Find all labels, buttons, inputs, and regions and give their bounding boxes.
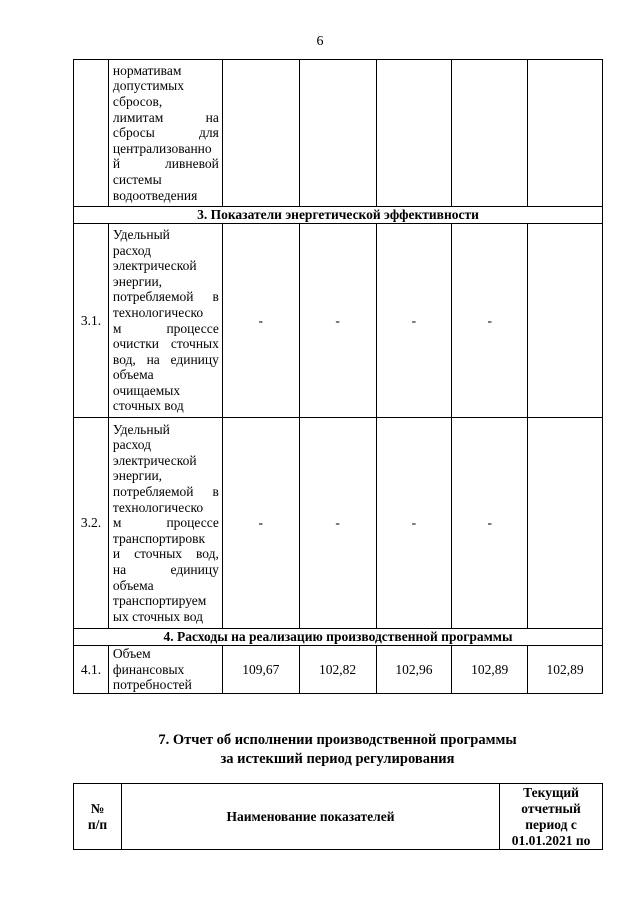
value-cell: - [452, 418, 528, 629]
value-cell [452, 60, 528, 207]
row-number: 4.1. [74, 646, 109, 694]
row-number [74, 60, 109, 207]
row-number: 3.1. [74, 224, 109, 418]
section-heading: 3. Показатели энергетической эффективности [74, 207, 603, 224]
indicator-name: Удельный расход электрической энергии, потребляемой в технологическо м процессе транспортировк и сточных вод, на единицу объема транспортируем ых сточных вод [108, 418, 222, 629]
table-row [74, 224, 603, 418]
value-cell [299, 60, 376, 207]
value-cell [376, 60, 452, 207]
indicator-name: Удельный расход электрической энергии, потребляемой в технологическо м процессе очистки сточных вод, на единицу объема очищаемых сточных вод [108, 224, 222, 418]
value-cell: 102,82 [299, 646, 376, 694]
value-cell [528, 60, 603, 207]
value-cell: - [299, 418, 376, 629]
report-title [0, 731, 640, 769]
table-row [74, 646, 603, 694]
value-cell [528, 224, 603, 418]
column-header-current-period: Текущий отчетный период с 01.01.2021 по [500, 784, 603, 850]
value-cell [528, 418, 603, 629]
value-cell: - [299, 224, 376, 418]
value-cell: - [376, 224, 452, 418]
section-heading: 4. Расходы на реализацию производственной программы [74, 629, 603, 646]
indicator-name: Объем финансовых потребностей [108, 646, 222, 694]
value-cell: 102,89 [528, 646, 603, 694]
column-header-number: № п/п [74, 784, 122, 850]
table-header-row [74, 784, 603, 850]
value-cell: 102,89 [452, 646, 528, 694]
report-title-line: 7. Отчет об исполнении производственной программы [158, 732, 517, 748]
value-cell: 109,67 [222, 646, 299, 694]
table-row [74, 418, 603, 629]
section-row [74, 629, 603, 646]
value-cell: - [376, 418, 452, 629]
section-row [74, 207, 603, 224]
value-cell: - [222, 418, 299, 629]
value-cell: - [452, 224, 528, 418]
value-cell: 102,96 [376, 646, 452, 694]
value-cell: - [222, 224, 299, 418]
indicator-name: нормативам допустимых сбросов, лимитам на сбросы для централизованно й ливневой системы водоотведения [108, 60, 222, 207]
column-header-name: Наименование показателей [121, 784, 499, 850]
page-number: 6 [316, 34, 324, 49]
indicators-table [73, 59, 603, 694]
table-row [74, 60, 603, 207]
row-number: 3.2. [74, 418, 109, 629]
value-cell [222, 60, 299, 207]
report-title-line: за истекший период регулирования [220, 751, 455, 767]
report-table [73, 783, 603, 850]
